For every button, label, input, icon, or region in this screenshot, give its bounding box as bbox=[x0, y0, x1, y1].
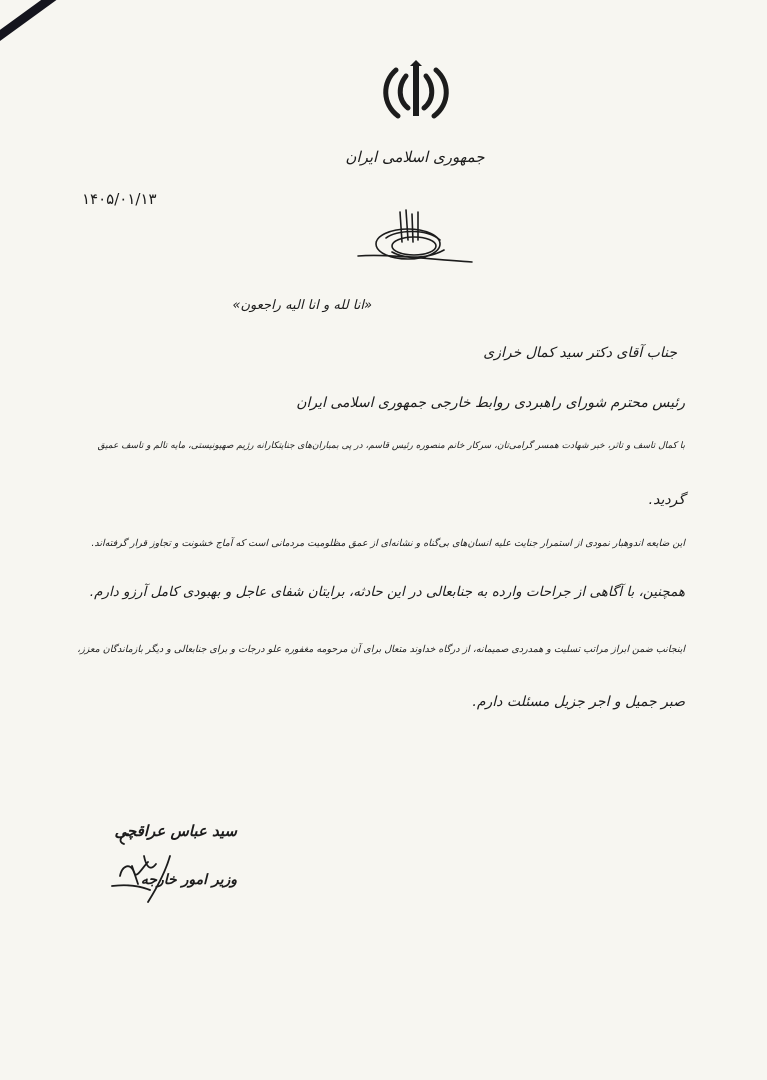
paragraph-line: با کمال تاسف و تاثر، خبر شهادت همسر گرامی‌تان، سرکار خانم منصوره رئیس قاسم، در پی بمباران‌های جنایتکارانه رژیم صهیونیستی، مایه تالم و تاسف عمیق bbox=[97, 441, 685, 451]
paragraph-line: گردید. bbox=[648, 492, 685, 508]
signer-name: سید عباس عراقچی bbox=[114, 822, 237, 840]
iran-emblem-icon bbox=[378, 60, 454, 124]
bismillah-tughra-icon bbox=[356, 206, 474, 278]
signer-title: وزیر امور خارجه bbox=[140, 872, 237, 888]
letter-date: ۱۴۰۵/۰۱/۱۳ bbox=[82, 190, 157, 208]
addressee-name: جناب آقای دکتر سید کمال خرازی bbox=[483, 345, 677, 361]
handwritten-signature-icon bbox=[108, 826, 228, 916]
paragraph-line: صبر جمیل و اجر جزیل مسئلت دارم. bbox=[472, 694, 685, 710]
paragraph-line: همچنین، با آگاهی از جراحات وارده به جنابعالی در این حادثه، برایتان شفای عاجل و بهبودی کامل آرزو دارم. bbox=[89, 584, 685, 600]
mourning-ribbon bbox=[0, 0, 254, 68]
paragraph-line: اینجانب ضمن ابراز مراتب تسلیت و همدردی صمیمانه، از درگاه خداوند متعال برای آن مرحومه مغفوره علو درجات و برای جنابعالی و دیگر بازماندگان معزز، bbox=[77, 644, 685, 655]
quran-verse: «انا لله و انا الیه راجعون» bbox=[232, 298, 372, 313]
paragraph-line: این ضایعه اندوهبار نمودی از استمرار جنایت علیه انسان‌های بی‌گناه و نشانه‌ای از عمق مظلومیت مردمانی است که آماج خشونت و تجاوز قرار گرفته‌اند. bbox=[91, 538, 685, 549]
country-name: جمهوری اسلامی ایران bbox=[345, 148, 485, 166]
addressee-title: رئیس محترم شورای راهبردی روابط خارجی جمهوری اسلامی ایران bbox=[296, 395, 685, 411]
